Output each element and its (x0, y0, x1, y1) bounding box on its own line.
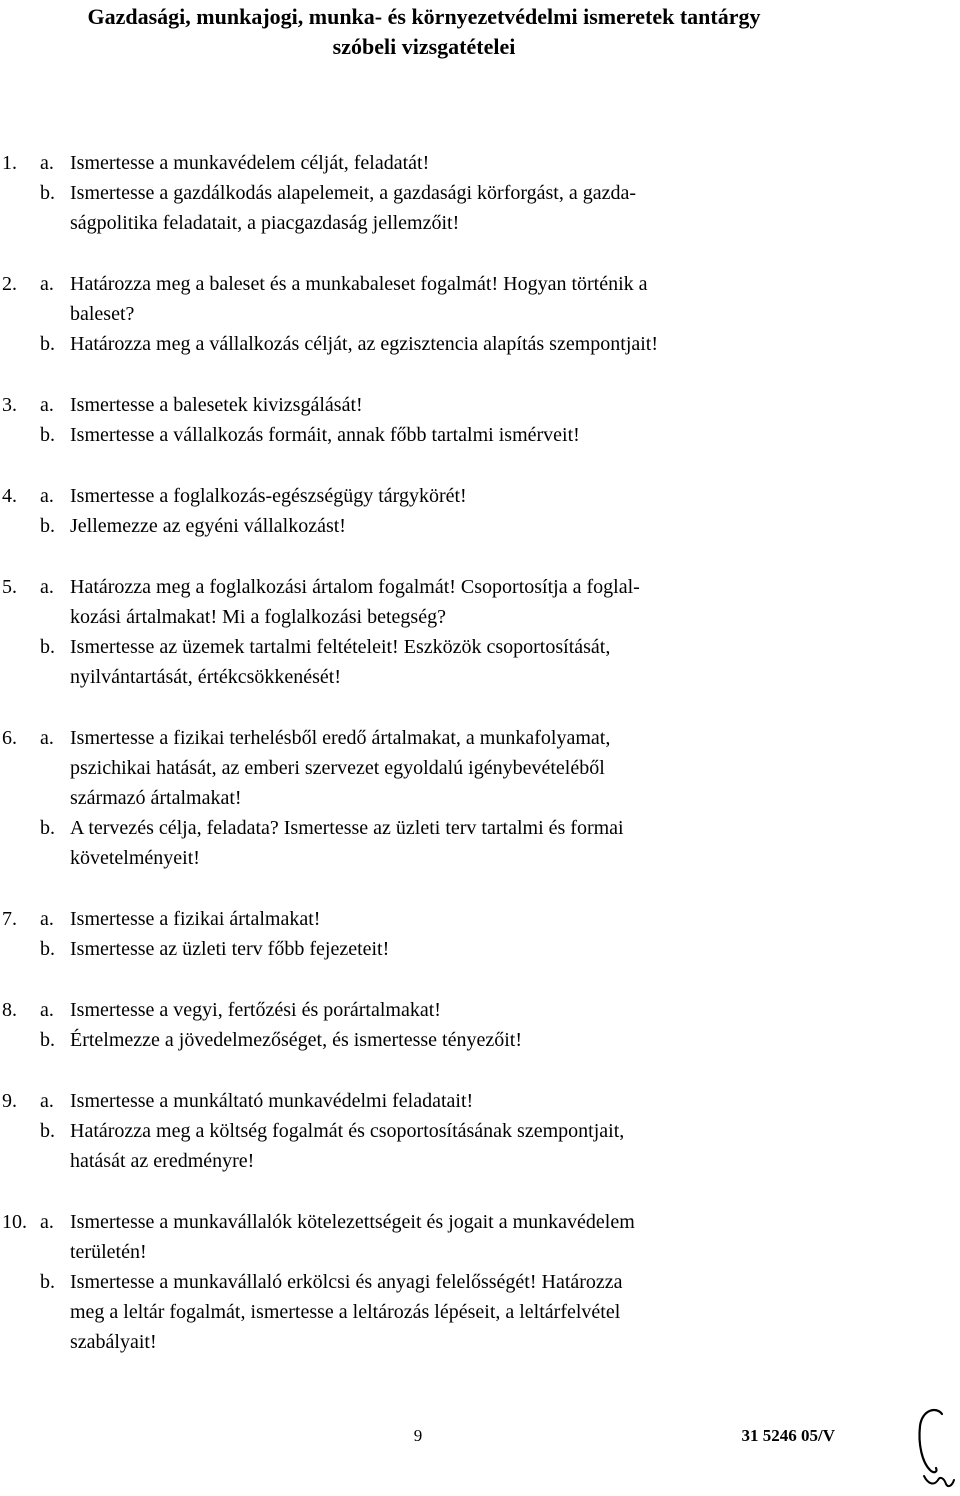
signature-mark (912, 1404, 956, 1490)
question-part (0, 390, 960, 420)
part-letter: b. (40, 333, 55, 355)
question-part (0, 904, 960, 934)
part-text: Ismertesse a vállalkozás formáit, annak főbb tartalmi ismérveit! (70, 424, 580, 446)
page-number: 9 (413, 1426, 423, 1445)
question-part (0, 572, 960, 632)
question-part (0, 511, 960, 541)
question-item (0, 1086, 960, 1176)
question-part (0, 632, 960, 692)
part-letter: a. (40, 485, 54, 507)
part-text: Ismertesse a balesetek kivizsgálását! (70, 394, 363, 416)
part-text: Ismertesse a foglalkozás-egészségügy tárgykörét! (70, 485, 467, 507)
question-number: 9. (2, 1090, 17, 1112)
question-item (0, 390, 960, 450)
part-letter: a. (40, 273, 54, 295)
part-text: Ismertesse a vegyi, fertőzési és porártalmakat! (70, 999, 441, 1021)
part-text: A tervezés célja, feladata? Ismertesse az üzleti terv tartalmi és formai követelményeit! (70, 817, 624, 869)
part-letter: a. (40, 908, 54, 930)
part-letter: b. (40, 938, 55, 960)
question-number: 10. (2, 1211, 27, 1233)
part-text: Jellemezze az egyéni vállalkozást! (70, 515, 346, 537)
part-text: Ismertesse a munkavállalók kötelezettségeit és jogait a munkavédelem területén! (70, 1211, 635, 1263)
question-part (0, 1025, 960, 1055)
part-text: Ismertesse a gazdálkodás alapelemeit, a gazdasági körforgást, a gazda- ságpolitika feladatait, a piacgazdaság jellemzőit! (70, 182, 637, 234)
part-text: Ismertesse a munkavédelem célját, feladatát! (70, 152, 430, 174)
part-text: Ismertesse a munkavállaló erkölcsi és anyagi felelősségét! Határozza meg a leltár fogalmát, ismertesse a leltározás lépéseit, a leltárfelvétel szabályait! (70, 1271, 623, 1353)
part-letter: b. (40, 515, 55, 537)
part-letter: b. (40, 182, 55, 204)
part-text: Ismertesse a munkáltató munkavédelmi feladatait! (70, 1090, 474, 1112)
question-part (0, 934, 960, 964)
question-part (0, 178, 960, 238)
question-number: 7. (2, 908, 17, 930)
part-letter: b. (40, 1120, 55, 1142)
part-letter: a. (40, 394, 54, 416)
question-part (0, 813, 960, 873)
document-code: 31 5246 05/V (741, 1426, 835, 1445)
part-letter: b. (40, 1271, 55, 1293)
part-letter: b. (40, 424, 55, 446)
question-part (0, 481, 960, 511)
question-number: 1. (2, 152, 17, 174)
part-letter: a. (40, 727, 54, 749)
title-line-1: Gazdasági, munkajogi, munka- és környezetvédelmi ismeretek tantárgy (87, 4, 761, 29)
question-list (0, 148, 960, 1388)
question-item (0, 723, 960, 873)
question-number: 2. (2, 273, 17, 295)
part-text: Határozza meg a baleset és a munkabaleset fogalmát! Hogyan történik a baleset? (70, 273, 648, 325)
part-text: Ismertesse a fizikai terhelésből eredő ártalmakat, a munkafolyamat, pszichikai hatását, az emberi szervezet egyoldalú igénybevételéből származó ártalmakat! (70, 727, 611, 809)
question-number: 5. (2, 576, 17, 598)
part-letter: b. (40, 1029, 55, 1051)
question-part (0, 269, 960, 329)
question-part (0, 329, 960, 359)
part-letter: a. (40, 576, 54, 598)
question-number: 4. (2, 485, 17, 507)
question-part (0, 1207, 960, 1267)
part-letter: a. (40, 152, 54, 174)
page-title (0, 2, 848, 62)
question-part (0, 1116, 960, 1176)
question-item (0, 572, 960, 692)
question-item (0, 269, 960, 359)
part-letter: a. (40, 999, 54, 1021)
part-letter: a. (40, 1211, 54, 1233)
part-letter: b. (40, 636, 55, 658)
question-part (0, 420, 960, 450)
part-letter: a. (40, 1090, 54, 1112)
part-letter: b. (40, 817, 55, 839)
question-item (0, 995, 960, 1055)
part-text: Határozza meg a költség fogalmát és csoportosításának szempontjait, hatását az eredményre! (70, 1120, 625, 1172)
question-item (0, 1207, 960, 1357)
question-item (0, 481, 960, 541)
question-item (0, 904, 960, 964)
question-item (0, 148, 960, 238)
question-part (0, 995, 960, 1025)
question-number: 8. (2, 999, 17, 1021)
question-part (0, 1086, 960, 1116)
question-part (0, 148, 960, 178)
title-line-2: szóbeli vizsgatételei (332, 34, 516, 59)
part-text: Értelmezze a jövedelmezőséget, és ismertesse tényezőit! (70, 1029, 523, 1051)
part-text: Határozza meg a foglalkozási ártalom fogalmát! Csoportosítja a foglal- kozási ártalmakat! Mi a foglalkozási betegség? (70, 576, 640, 628)
part-text: Ismertesse az üzleti terv főbb fejezeteit! (70, 938, 390, 960)
question-part (0, 723, 960, 813)
question-number: 6. (2, 727, 17, 749)
question-number: 3. (2, 394, 17, 416)
part-text: Ismertesse az üzemek tartalmi feltételeit! Eszközök csoportosítását, nyilvántartását, értékcsökkenését! (70, 636, 611, 688)
part-text: Ismertesse a fizikai ártalmakat! (70, 908, 321, 930)
question-part (0, 1267, 960, 1357)
part-text: Határozza meg a vállalkozás célját, az egzisztencia alapítás szempontjait! (70, 333, 659, 355)
